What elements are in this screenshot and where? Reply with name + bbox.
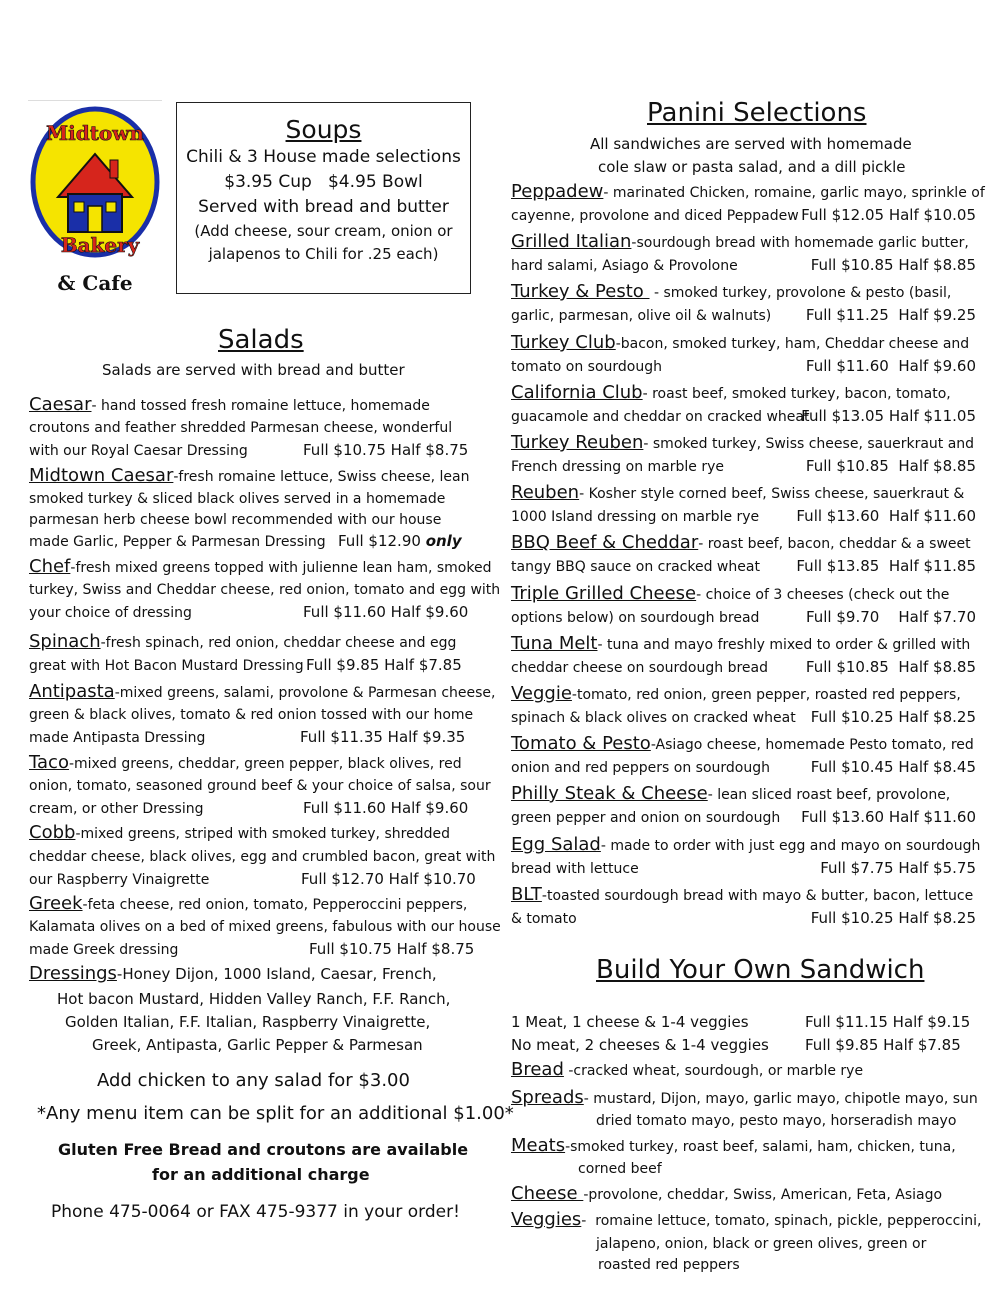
soups-title: Soups	[285, 115, 362, 144]
panini-item	[511, 434, 974, 453]
panini-item	[511, 886, 973, 905]
build-item-name: Spreads	[511, 1087, 584, 1108]
panini-item	[511, 836, 980, 855]
salad-desc-line: made Antipasta Dressing	[29, 730, 206, 746]
dressings-line-3: Golden Italian, F.F. Italian, Raspberry Vinaigrette,	[65, 1013, 431, 1031]
panini-item-name: BBQ Beef & Cheddar	[511, 532, 699, 553]
panini-item-name: BLT	[511, 884, 542, 905]
panini-item-desc: - Kosher style corned beef, Swiss cheese, sauerkraut &	[579, 486, 965, 502]
panini-item-name: California Club	[511, 382, 643, 403]
dressings-desc: -Honey Dijon, 1000 Island, Caesar, French,	[116, 965, 437, 983]
salad-price	[338, 532, 462, 550]
panini-item-name: Tuna Melt	[511, 633, 598, 654]
panini-item-desc-line: cayenne, provolone and diced Peppadew	[511, 208, 799, 224]
salad-price: Full $11.60 Half $9.60	[303, 603, 469, 621]
panini-item-name: Reuben	[511, 482, 580, 503]
logo-divider	[28, 100, 162, 101]
salad-desc: -mixed greens, cheddar, green pepper, black olives, red	[68, 756, 462, 772]
panini-item-desc: -tomato, red onion, green pepper, roasted red peppers,	[571, 687, 961, 703]
salad-taco	[29, 754, 462, 773]
salad-name: Cobb	[29, 822, 76, 843]
midtown-bakery-logo	[28, 102, 162, 298]
panini-item-name: Turkey Reuben	[511, 432, 644, 453]
salad-desc: -fresh romaine lettuce, Swiss cheese, lean	[173, 469, 470, 485]
salad-desc-line: Kalamata olives on a bed of mixed greens, fabulous with our house	[29, 919, 501, 935]
panini-item-price: Full $10.25 Half $8.25	[810, 708, 976, 726]
panini-item-desc: -toasted sourdough bread with mayo & butter, bacon, lettuce	[541, 888, 974, 904]
build-meats-line-2: corned beef	[578, 1161, 662, 1177]
panini-item-desc: -bacon, smoked turkey, ham, Cheddar cheese and	[615, 336, 970, 352]
build-title: Build Your Own Sandwich	[596, 955, 925, 985]
panini-subtitle-2: cole slaw or pasta salad, and a dill pickle	[598, 158, 906, 176]
salad-price-value: Full $12.90	[338, 532, 421, 550]
panini-item-price: Full $9.70 Half $7.70	[805, 608, 976, 626]
gluten-free-note-1: Gluten Free Bread and croutons are available	[58, 1140, 469, 1159]
salads-subtitle: Salads are served with bread and butter	[102, 361, 405, 379]
panini-item-price: Full $11.60 Half $9.60	[805, 357, 976, 375]
panini-item-name: Turkey Club	[511, 332, 616, 353]
panini-item	[511, 183, 985, 202]
panini-item-price: Full $10.85 Half $8.85	[805, 658, 976, 676]
panini-item-price: Full $13.60 Half $11.60	[796, 507, 976, 525]
salad-desc-line: croutons and feather shredded Parmesan cheese, wonderful	[29, 420, 453, 436]
soups-line-5: jalapenos to Chili for .25 each)	[208, 245, 439, 263]
panini-item-price: Full $10.85 Half $8.85	[805, 457, 976, 475]
build-item-desc: -provolone, cheddar, Swiss, American, Feta, Asiago	[583, 1187, 943, 1203]
salad-desc-line: parmesan herb cheese bowl recommended with our house	[29, 512, 442, 528]
panini-item-name: Turkey & Pesto	[511, 281, 650, 302]
salad-name: Antipasta	[29, 681, 115, 702]
salad-desc: -feta cheese, red onion, tomato, Pepperoccini peppers,	[82, 897, 468, 913]
salad-name: Taco	[29, 752, 69, 773]
build-spreads-line-2: dried tomato mayo, pesto mayo, horseradish mayo	[596, 1113, 957, 1129]
panini-item-desc-line: tomato on sourdough	[511, 359, 662, 375]
build-item-name: Meats	[511, 1135, 566, 1156]
soups-line-2: $3.95 Cup $4.95 Bowl	[224, 172, 423, 192]
panini-item-desc-line: tangy BBQ sauce on cracked wheat	[511, 559, 760, 575]
panini-item-desc: - smoked turkey, provolone & pesto (basil,	[649, 285, 952, 301]
split-note: *Any menu item can be split for an additional $1.00*	[37, 1103, 514, 1124]
panini-item-price: Full $13.85 Half $11.85	[796, 557, 976, 575]
build-item-name: Cheese	[511, 1183, 584, 1204]
dressings-line-1	[29, 965, 437, 983]
salad-desc: -mixed greens, striped with smoked turkey, shredded	[75, 826, 450, 842]
salad-spinach	[29, 633, 456, 652]
panini-item-desc-line: 1000 Island dressing on marble rye	[511, 509, 760, 525]
panini-item	[511, 635, 970, 654]
logo-text-midtown: Midtown	[45, 121, 145, 145]
panini-item-price: Full $10.25 Half $8.25	[810, 909, 976, 927]
salad-price: Full $11.60 Half $9.60	[303, 799, 469, 817]
panini-item-desc: - tuna and mayo freshly mixed to order & grilled with	[597, 637, 971, 653]
panini-item-desc-line: garlic, parmesan, olive oil & walnuts)	[511, 308, 772, 324]
panini-item-desc-line: guacamole and cheddar on cracked wheat	[511, 409, 810, 425]
salad-name: Midtown Caesar	[29, 465, 174, 486]
panini-item-price: Full $12.05 Half $10.05	[801, 206, 976, 224]
soups-line-4: (Add cheese, sour cream, onion or	[194, 222, 453, 240]
salad-midtown-caesar	[29, 467, 469, 486]
panini-item	[511, 785, 950, 804]
phone-fax-line: Phone 475-0064 or FAX 475-9377 in your order!	[51, 1202, 460, 1222]
panini-item-desc-line: & tomato	[511, 911, 577, 927]
panini-item	[511, 735, 974, 754]
build-item-desc: -smoked turkey, roast beef, salami, ham, chicken, tuna,	[565, 1139, 956, 1155]
panini-item	[511, 334, 969, 353]
soups-line-3: Served with bread and butter	[198, 197, 449, 217]
salad-desc-line: green & black olives, tomato & red onion tossed with our home	[29, 707, 474, 723]
salad-desc-line: our Raspberry Vinaigrette	[29, 872, 210, 888]
dressings-title: Dressings	[29, 963, 117, 984]
build-item-name: Bread	[511, 1059, 564, 1080]
soups-line-1: Chili & 3 House made selections	[186, 147, 461, 167]
panini-item-name: Grilled Italian	[511, 231, 632, 252]
panini-item-price: Full $7.75 Half $5.75	[820, 859, 976, 877]
panini-item-desc-line: onion and red peppers on sourdough	[511, 760, 771, 776]
salad-name: Chef	[29, 556, 71, 577]
build-item-desc: - romaine lettuce, tomato, spinach, pickle, pepperoccini,	[581, 1213, 982, 1229]
build-item-desc: - mustard, Dijon, mayo, garlic mayo, chipotle mayo, sun	[583, 1091, 978, 1107]
panini-item-desc: -sourdough bread with homemade garlic butter,	[631, 235, 969, 251]
build-cheese	[511, 1185, 942, 1204]
panini-item-price: Full $13.05 Half $11.05	[801, 407, 976, 425]
salad-desc-line: smoked turkey & sliced black olives served in a homemade	[29, 491, 446, 507]
build-option-1: 1 Meat, 1 cheese & 1-4 veggies	[511, 1013, 749, 1031]
salad-desc-line: with our Royal Caesar Dressing	[29, 443, 248, 459]
panini-item-name: Triple Grilled Cheese	[511, 583, 697, 604]
salad-price: Full $9.85 Half $7.85	[306, 656, 462, 674]
panini-item-desc: - choice of 3 cheeses (check out the	[696, 587, 950, 603]
panini-item-desc-line: options below) on sourdough bread	[511, 610, 760, 626]
build-bread	[511, 1061, 863, 1080]
panini-item-desc: - marinated Chicken, romaine, garlic mayo, sprinkle of	[603, 185, 985, 201]
panini-item-desc: - roast beef, smoked turkey, bacon, tomato,	[642, 386, 951, 402]
panini-item-desc-line: spinach & black olives on cracked wheat	[511, 710, 796, 726]
salad-greek	[29, 895, 467, 914]
salad-desc: - hand tossed fresh romaine lettuce, homemade	[91, 398, 430, 414]
panini-item-price: Full $13.60 Half $11.60	[801, 808, 976, 826]
salad-desc: -fresh mixed greens topped with julienne lean ham, smoked	[70, 560, 492, 576]
gluten-free-note-2: for an additional charge	[152, 1165, 370, 1184]
panini-item-desc-line: bread with lettuce	[511, 861, 639, 877]
panini-item-desc: - lean sliced roast beef, provolone,	[707, 787, 951, 803]
salad-desc: -mixed greens, salami, provolone & Parmesan cheese,	[114, 685, 496, 701]
salad-price: Full $11.35 Half $9.35	[300, 728, 466, 746]
build-veggies-line-2: jalapeno, onion, black or green olives, green or	[596, 1236, 927, 1252]
add-chicken-note: Add chicken to any salad for $3.00	[97, 1070, 410, 1091]
panini-item	[511, 534, 971, 553]
panini-item	[511, 384, 951, 403]
panini-subtitle-1: All sandwiches are served with homemade	[590, 135, 912, 153]
salad-desc-line: your choice of dressing	[29, 605, 192, 621]
salad-cobb	[29, 824, 450, 843]
build-item-name: Veggies	[511, 1209, 582, 1230]
build-veggies-line-3: roasted red peppers	[598, 1257, 740, 1273]
panini-item-name: Philly Steak & Cheese	[511, 783, 708, 804]
panini-item-desc-line: cheddar cheese on sourdough bread	[511, 660, 768, 676]
salad-desc-line: onion, tomato, seasoned ground beef & your choice of salsa, sour	[29, 778, 491, 794]
dressings-line-4: Greek, Antipasta, Garlic Pepper & Parmesan	[92, 1036, 423, 1054]
build-option-2: No meat, 2 cheeses & 1-4 veggies	[511, 1036, 769, 1054]
panini-item-desc: -Asiago cheese, homemade Pesto tomato, red	[650, 737, 974, 753]
panini-item-price: Full $10.85 Half $8.85	[810, 256, 976, 274]
panini-item-price: Full $11.25 Half $9.25	[805, 306, 976, 324]
panini-item	[511, 233, 969, 252]
salad-price: Full $10.75 Half $8.75	[303, 441, 469, 459]
salad-price: Full $12.70 Half $10.70	[301, 870, 476, 888]
build-option-2-price: Full $9.85 Half $7.85	[805, 1036, 961, 1054]
panini-title: Panini Selections	[647, 98, 867, 128]
logo-text-cafe: & Cafe	[57, 271, 133, 295]
salad-name: Spinach	[29, 631, 101, 652]
panini-item	[511, 283, 951, 302]
salad-price: Full $10.75 Half $8.75	[309, 940, 475, 958]
panini-item-desc-line: hard salami, Asiago & Provolone	[511, 258, 738, 274]
panini-item	[511, 585, 949, 604]
salad-desc-line: made Greek dressing	[29, 942, 179, 958]
salad-antipasta	[29, 683, 496, 702]
panini-item-desc: - roast beef, bacon, cheddar & a sweet	[698, 536, 971, 552]
panini-item-price: Full $10.45 Half $8.45	[810, 758, 976, 776]
build-spreads	[511, 1089, 978, 1108]
build-meats	[511, 1137, 956, 1156]
salad-desc-line: great with Hot Bacon Mustard Dressing	[29, 658, 304, 674]
salad-name: Caesar	[29, 394, 92, 415]
salad-price-note: only	[425, 532, 462, 550]
logo-text-bakery: Bakery	[60, 233, 140, 257]
salads-title: Salads	[218, 325, 304, 355]
salad-desc-line: made Garlic, Pepper & Parmesan Dressing	[29, 534, 326, 550]
panini-item-name: Veggie	[511, 683, 572, 704]
salad-desc-line: turkey, Swiss and Cheddar cheese, red onion, tomato and egg with	[29, 582, 501, 598]
salad-desc: -fresh spinach, red onion, cheddar cheese and egg	[100, 635, 457, 651]
build-option-1-price: Full $11.15 Half $9.15	[805, 1013, 971, 1031]
salad-desc-line: cream, or other Dressing	[29, 801, 204, 817]
panini-item-name: Egg Salad	[511, 834, 601, 855]
dressings-line-2: Hot bacon Mustard, Hidden Valley Ranch, F.F. Ranch,	[57, 990, 451, 1008]
salad-chef	[29, 558, 491, 577]
build-veggies	[511, 1211, 981, 1230]
panini-item-desc: - made to order with just egg and mayo on sourdough	[600, 838, 981, 854]
build-item-desc: -cracked wheat, sourdough, or marble rye	[563, 1063, 864, 1079]
salad-name: Greek	[29, 893, 83, 914]
soups-box	[176, 102, 471, 294]
panini-item-desc-line: green pepper and onion on sourdough	[511, 810, 781, 826]
panini-item	[511, 484, 964, 503]
panini-item-desc-line: French dressing on marble rye	[511, 459, 724, 475]
salad-caesar	[29, 396, 430, 415]
salad-desc-line: cheddar cheese, black olives, egg and crumbled bacon, great with	[29, 849, 496, 865]
panini-item-desc: - smoked turkey, Swiss cheese, sauerkraut and	[643, 436, 975, 452]
panini-item-name: Peppadew	[511, 181, 604, 202]
panini-item-name: Tomato & Pesto	[511, 733, 651, 754]
panini-item	[511, 685, 961, 704]
